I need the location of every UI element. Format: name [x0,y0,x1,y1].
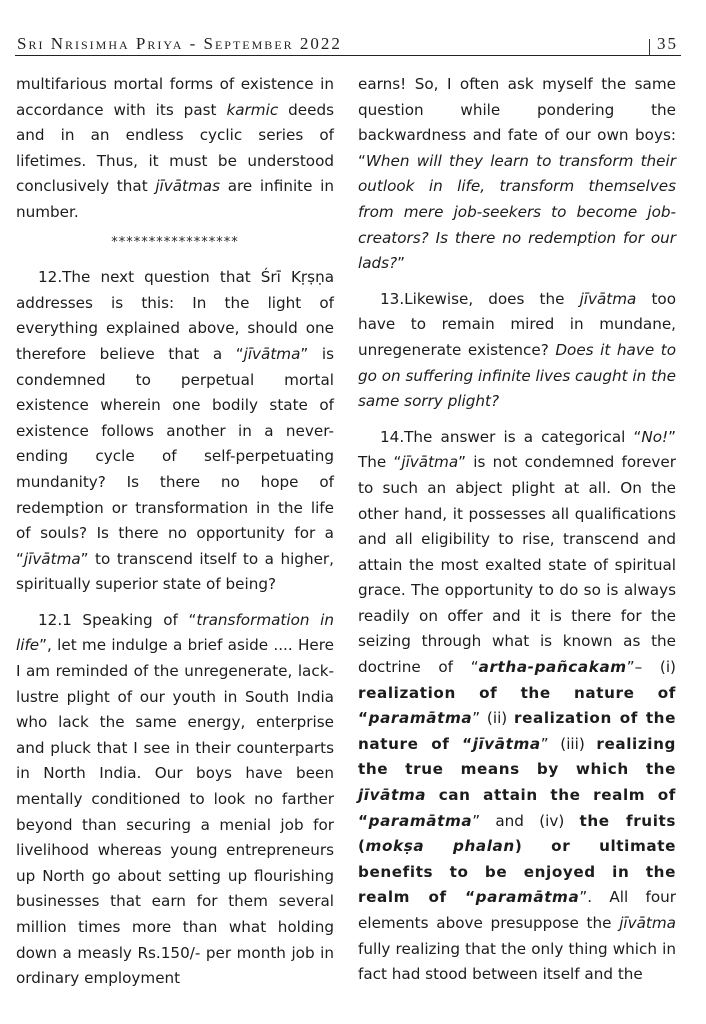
paragraph-14 [358,425,676,988]
bold-text: realizing the true means by which the [358,734,676,779]
text: ”, let me indulge a brief aside .... Here I am reminded of the unregenerate, lack-lustre plight of our youth in South India who lack the same energy, enterprise and pluck that I see in their counterparts in North India. Our boys have been mentally conditioned to look no farther beyond than securing a menial job for livelihood whereas young entrepreneurs up North go about setting up flourishing businesses that earn for them several million times more than what holding down a measly Rs.150/- per month job in ordinary employment [16,636,334,988]
bold-italic-term: jīvātma [472,734,541,753]
paragraph-13 [358,287,676,415]
text: ” to transcend itself to a higher, spiritually superior state of being? [16,549,334,594]
paragraph-12 [16,265,334,598]
page-number: 35 [657,34,678,53]
paragraph-continued [16,72,334,226]
text: ” The “ [358,427,676,472]
text: 14.The answer is a categorical “ [380,427,642,446]
italic-question: Does it have to go on suffering infinite lives caught in the same sorry plight? [358,340,676,411]
paragraph-12-1-continued [358,72,676,277]
bold-italic-term: paramātma [368,811,473,830]
italic-term: jīvātma [619,914,676,932]
italic-term: jīvātmas [155,177,221,196]
text: ” (iii) [540,734,597,753]
text: ”. All four elements above presuppose the [358,888,676,932]
text: 13.Likewise, does the [380,289,580,308]
italic-term: jīvātma [23,549,81,568]
bold-italic-term: paramātma [475,888,580,907]
bold-italic-term: jīvātma [358,786,427,805]
text: are infinite in number. [16,177,334,221]
bold-italic-term: mokṣa phalan [365,837,515,856]
text: deeds and in an endless cyclic series of lifetimes. Thus, it must be understood conclusively that [16,100,334,196]
header-separator [649,39,650,56]
bold-text: realization of the nature of “ [358,683,676,728]
text: ” is not condemned forever to such an abject plight at all. On the other hand, it possesses all qualifications and all eligibility to rise, transcend and attain the most exalted state of spiritual grace. The opportunity to do so is always readily on offer and it is there for the seizing through what is known as the doctrine of “ [358,453,676,677]
italic-term: transformation in life [16,610,334,655]
text: 12.The next question that Śrī Kṛṣṇa addresses is this: In the light of everything explained above, should one therefore believe that a “ [16,268,334,363]
bold-text: the fruits ( [358,811,677,856]
bold-text: can attain the realm of “ [358,786,676,830]
bold-italic-term: paramātma [368,709,473,728]
text: ” [397,254,406,273]
text: ”– (i) [626,658,676,677]
text: ” (ii) [472,709,515,728]
italic-term: jīvātma [579,289,637,308]
italic-term: karmic [226,100,279,119]
bold-text: ) or ultimate benefits to be enjoyed in the realm of “ [358,837,677,907]
text: ” and (iv) [472,811,580,830]
right-column [358,72,676,988]
paragraph-12-1 [16,608,334,992]
running-header [15,35,681,56]
text: earns! So, I often ask myself the same question while pondering the backwardness and fate of our own boys: “ [358,75,676,170]
text: too have to remain mired in mundane, unregenerate existence? [358,289,676,359]
left-column [16,72,334,992]
publication-title: Sri Nrisimha Priya - September 2022 [17,34,342,53]
text: 12.1 Speaking of “ [38,610,197,629]
italic-term: jīvātma [401,453,459,472]
italic-term: No! [641,427,669,446]
text: multifarious mortal forms of existence in accordance with its past [16,75,334,119]
bold-italic-term: artha-pañcakam [478,658,627,677]
bold-text: realization of the nature of “ [358,709,676,753]
section-separator: ***************** [111,234,239,250]
text: fully realizing that the only thing which in fact had stood between itself and the [358,939,676,984]
text: ” is condemned to perpetual mortal existence wherein one bodily state of existence follows another in a never-ending cycle of self-perpetuating mundanity? Is there no hope of redemption or transformation in the life of souls? Is there no opportunity for a “ [16,344,335,568]
italic-term: jīvātma [243,344,301,363]
italic-quote: When will they learn to transform their outlook in life, transform themselves from mere job-seekers to become job-creators? Is there no redemption for our lads? [358,151,676,273]
